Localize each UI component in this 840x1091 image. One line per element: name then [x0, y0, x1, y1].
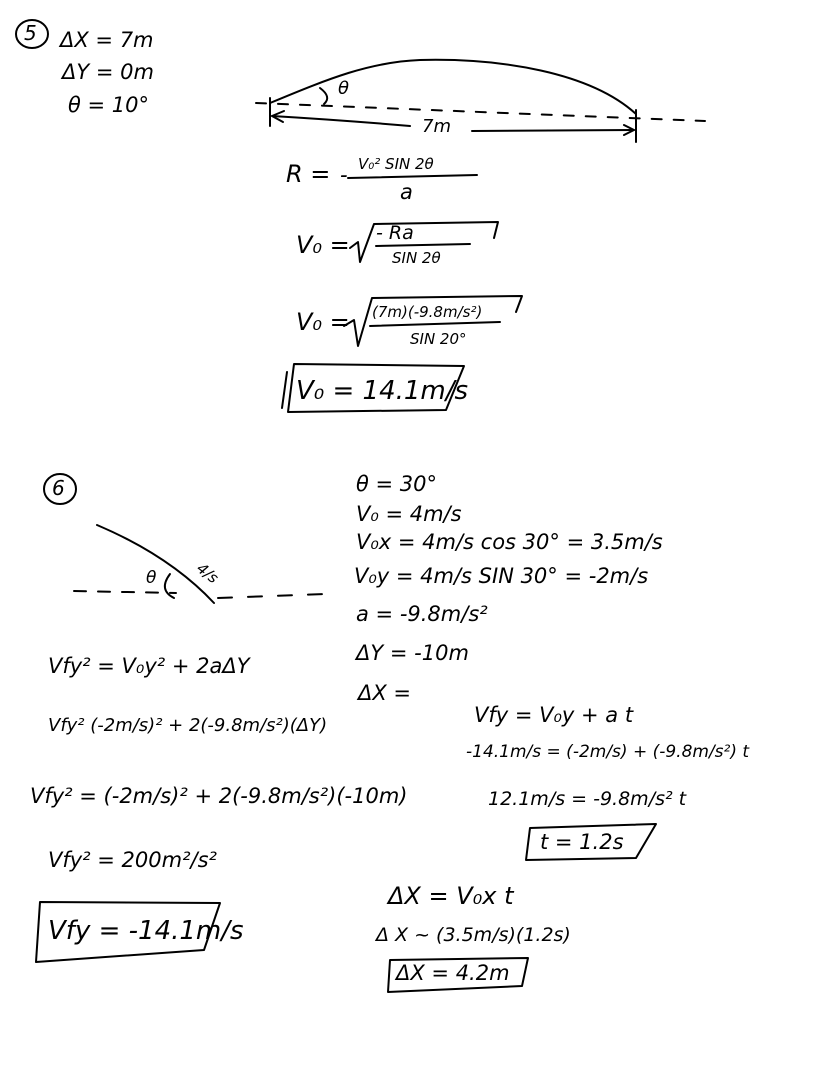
range-arrow-left — [272, 116, 410, 126]
angle-arc — [320, 88, 327, 104]
time-step-3: 12.1m/s = -9.8m/s² t — [488, 788, 687, 810]
problem-6-number: 6 — [52, 476, 65, 500]
range-arrow-right — [472, 130, 634, 131]
range-formula-lhs: R = — [286, 160, 331, 188]
v0-sub-numerator: (7m)(-9.8m/s²) — [372, 303, 483, 321]
range-formula-minus: - — [340, 163, 348, 187]
given-dy-5: ΔY = 0m — [62, 60, 154, 84]
diagram-range-label: 7m — [422, 116, 451, 137]
trajectory-diagram-5 — [256, 60, 705, 142]
vfy-step-3: Vfy² = (-2m/s)² + 2(-9.8m/s²)(-10m) — [30, 784, 408, 808]
dx-step-2: Δ X ~ (3.5m/s)(1.2s) — [376, 924, 571, 946]
vfy-step-4: Vfy² = 200m²/s² — [48, 848, 217, 872]
given-v0x-6: V₀x = 4m/s cos 30° = 3.5m/s — [356, 530, 663, 554]
dx-step-1: ΔX = V₀x t — [388, 882, 514, 910]
given-v0y-6: V₀y = 4m/s SIN 30° = -2m/s — [354, 564, 649, 588]
given-a-6: a = -9.8m/s² — [356, 602, 488, 626]
diagram-speed-label: 4/s — [193, 559, 222, 588]
given-v0-6: V₀ = 4m/s — [356, 502, 462, 526]
time-step-1: Vfy = V₀y + a t — [474, 703, 634, 727]
fraction-bar-v0 — [376, 244, 470, 246]
answer-v0: V₀ = 14.1m/s — [296, 376, 469, 406]
v0-formula-denominator: SIN 2θ — [392, 249, 441, 267]
v0-formula-lhs: V₀ = — [296, 231, 350, 259]
vfy-step-1: Vfy² = V₀y² + 2aΔY — [48, 654, 250, 678]
fraction-bar-v0-sub — [370, 322, 500, 326]
answer-dx: ΔX = 4.2m — [396, 961, 510, 985]
problem-5-number: 5 — [24, 21, 37, 45]
v0-sub-lhs: V₀ = — [296, 308, 350, 336]
diagram-angle-label-6: θ — [146, 568, 157, 588]
answer-t: t = 1.2s — [540, 830, 624, 854]
ground-dashed-left — [74, 591, 176, 593]
v0-sub-denominator: SIN 20° — [410, 330, 467, 348]
given-theta-5: θ = 10° — [68, 93, 150, 117]
range-formula-numerator: V₀² SIN 2θ — [358, 155, 434, 173]
given-dx-6: ΔX = — [358, 681, 412, 705]
vfy-step-2: Vfy² (-2m/s)² + 2(-9.8m/s²)(ΔY) — [48, 715, 328, 736]
ground-dashed-right — [218, 594, 324, 598]
given-dy-6: ΔY = -10m — [356, 641, 469, 665]
time-step-2: -14.1m/s = (-2m/s) + (-9.8m/s²) t — [466, 742, 750, 762]
launch-line — [97, 525, 214, 603]
diagram-angle-label-5: θ — [338, 78, 350, 99]
fraction-bar-R — [348, 175, 477, 178]
range-formula-denominator: a — [400, 180, 413, 204]
given-theta-6: θ = 30° — [356, 472, 438, 496]
v0-formula-numerator: - Ra — [376, 222, 414, 244]
angle-arc-6 — [165, 574, 174, 598]
given-dx-5: ΔX = 7m — [60, 28, 154, 52]
answer-vfy: Vfy = -14.1m/s — [48, 916, 244, 946]
